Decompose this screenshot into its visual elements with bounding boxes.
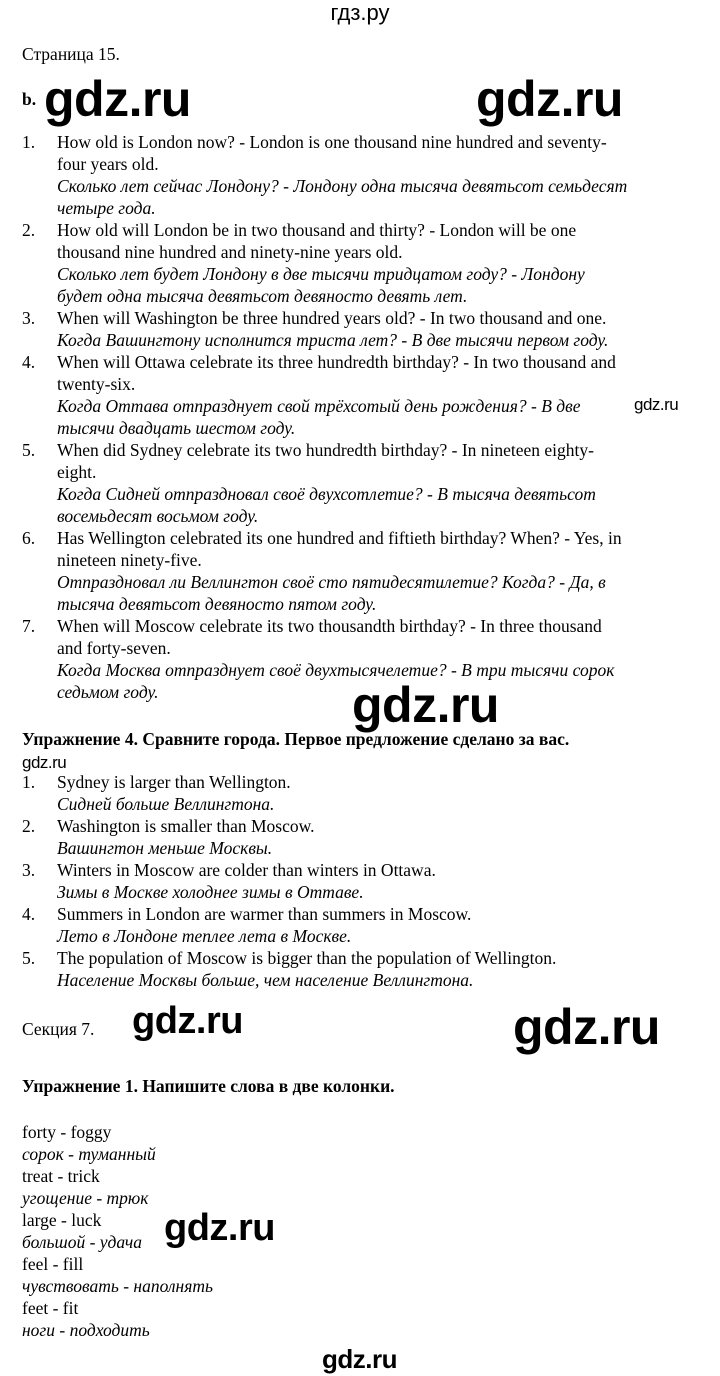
item-text-ru: тысячи двадцать шестом году. xyxy=(57,418,296,438)
item-text-ru: седьмом году. xyxy=(57,682,159,702)
watermark: gdz.ru xyxy=(132,1000,243,1042)
word-pair-en: feet - fit xyxy=(22,1298,79,1318)
exercise-title: Упражнение 1. Напишите слова в две колонки. xyxy=(22,1076,395,1096)
item-text-en: four years old. xyxy=(57,154,159,174)
item-number: 4. xyxy=(22,352,36,372)
watermark: gdz.ru xyxy=(634,395,679,414)
item-text-ru: Сколько лет будет Лондону в две тысячи тридцатом году? - Лондону xyxy=(57,264,585,284)
item-number: 6. xyxy=(22,528,36,548)
item-text-en: When will Ottawa celebrate its three hundredth birthday? - In two thousand and xyxy=(57,352,616,372)
item-number: 2. xyxy=(22,816,36,836)
watermark: gdz.ru xyxy=(513,999,660,1055)
list-item xyxy=(22,859,436,881)
item-text-en: The population of Moscow is bigger than the population of Wellington. xyxy=(57,948,557,968)
item-text-ru: Отпраздновал ли Веллингтон своё сто пятидесятилетие? Когда? - Да, в xyxy=(57,572,606,592)
item-text-ru: тысяча девятьсот девяносто пятом году. xyxy=(57,594,377,614)
item-text-ru: восемьдесят восьмом году. xyxy=(57,506,259,526)
item-text-en: eight. xyxy=(57,462,97,482)
item-text-ru: Когда Оттава отпразднует свой трёхсотый день рождения? - В две xyxy=(57,396,581,416)
list-item xyxy=(22,527,622,549)
word-pair-ru: большой - удача xyxy=(22,1232,142,1252)
item-text-ru: Лето в Лондоне теплее лета в Москве. xyxy=(57,926,352,946)
item-text-ru: Сколько лет сейчас Лондону? - Лондону одна тысяча девятьсот семьдесят xyxy=(57,176,628,196)
word-pair-en: feel - fill xyxy=(22,1254,84,1274)
item-text-ru: Когда Вашингтону исполнится триста лет? - В две тысячи первом году. xyxy=(57,330,609,350)
item-number: 2. xyxy=(22,220,36,240)
word-pair-en: large - luck xyxy=(22,1210,102,1230)
item-text-ru: Когда Москва отпразднует своё двухтысячелетие? - В три тысячи сорок xyxy=(57,660,615,680)
item-text-en: When did Sydney celebrate its two hundredth birthday? - In nineteen eighty- xyxy=(57,440,594,460)
site-header: гдз.ру xyxy=(330,0,390,25)
item-text-en: How old is London now? - London is one thousand nine hundred and seventy- xyxy=(57,132,607,152)
list-item xyxy=(22,131,607,153)
item-number: 1. xyxy=(22,772,36,792)
item-text-ru: Зимы в Москве холоднее зимы в Оттаве. xyxy=(57,882,364,902)
list-item xyxy=(22,219,576,241)
item-text-en: Sydney is larger than Wellington. xyxy=(57,772,291,792)
watermark: gdz.ru xyxy=(44,71,191,127)
item-text-en: Washington is smaller than Moscow. xyxy=(57,816,315,836)
item-number: 3. xyxy=(22,308,36,328)
item-text-en: thousand nine hundred and ninety-nine years old. xyxy=(57,242,403,262)
item-number: 3. xyxy=(22,860,36,880)
item-text-en: How old will London be in two thousand and thirty? - London will be one xyxy=(57,220,577,240)
item-text-en: Summers in London are warmer than summers in Moscow. xyxy=(57,904,472,924)
list-item xyxy=(22,615,602,637)
watermark: gdz.ru xyxy=(22,753,67,772)
item-text-en: nineteen ninety-five. xyxy=(57,550,202,570)
item-text-ru: будет одна тысяча девятьсот девяносто девять лет. xyxy=(57,286,468,306)
list-item xyxy=(22,351,616,373)
list-item xyxy=(22,771,291,793)
item-text-en: When will Moscow celebrate its two thousandth birthday? - In three thousand xyxy=(57,616,602,636)
list-item xyxy=(22,903,471,925)
word-pair-ru: ноги - подходить xyxy=(22,1320,150,1340)
word-pair-ru: сорок - туманный xyxy=(22,1144,156,1164)
watermark: gdz.ru xyxy=(352,677,499,733)
item-number: 1. xyxy=(22,132,36,152)
list-item xyxy=(22,307,606,329)
word-pair-en: forty - foggy xyxy=(22,1122,112,1142)
item-number: 7. xyxy=(22,616,36,636)
item-number: 5. xyxy=(22,440,36,460)
item-text-ru: Когда Сидней отпраздновал своё двухсотлетие? - В тысяча девятьсот xyxy=(57,484,596,504)
item-text-en: When will Washington be three hundred years old? - In two thousand and one. xyxy=(57,308,607,328)
item-text-en: twenty-six. xyxy=(57,374,136,394)
list-item xyxy=(22,815,315,837)
item-text-en: Has Wellington celebrated its one hundred and fiftieth birthday? When? - Yes, in xyxy=(57,528,622,548)
list-item xyxy=(22,439,594,461)
item-text-ru: Сидней больше Веллингтона. xyxy=(57,794,275,814)
exercise-title: Упражнение 4. Сравните города. Первое предложение сделано за вас. xyxy=(22,729,570,749)
section-label: Секция 7. xyxy=(22,1019,95,1039)
item-text-ru: Население Москвы больше, чем население Веллингтона. xyxy=(57,970,474,990)
watermark: gdz.ru xyxy=(164,1207,275,1249)
list-item xyxy=(22,947,556,969)
word-pair-ru: угощение - трюк xyxy=(22,1188,149,1208)
part-label: b. xyxy=(22,89,37,109)
page-label: Страница 15. xyxy=(22,44,120,64)
watermark: gdz.ru xyxy=(322,1344,397,1374)
item-number: 4. xyxy=(22,904,36,924)
item-text-ru: четыре года. xyxy=(57,198,156,218)
item-number: 5. xyxy=(22,948,36,968)
word-pair-en: treat - trick xyxy=(22,1166,100,1186)
word-pair-ru: чувствовать - наполнять xyxy=(22,1276,213,1296)
watermark: gdz.ru xyxy=(476,71,623,127)
item-text-ru: Вашингтон меньше Москвы. xyxy=(57,838,273,858)
item-text-en: Winters in Moscow are colder than winters in Ottawa. xyxy=(57,860,436,880)
item-text-en: and forty-seven. xyxy=(57,638,171,658)
